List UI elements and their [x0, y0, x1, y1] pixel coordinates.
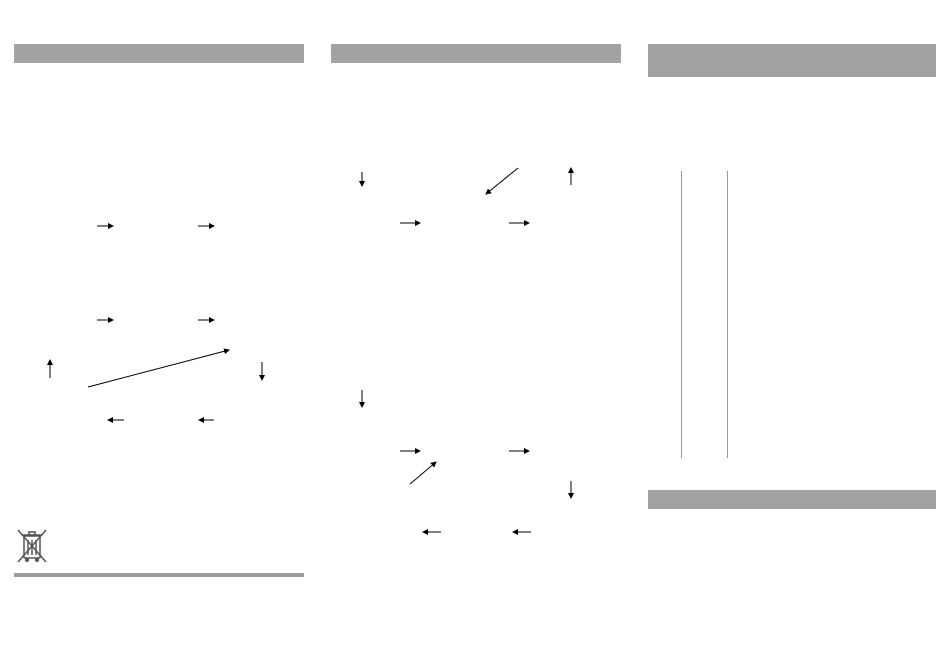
table-divider-1: [681, 171, 682, 458]
table-divider-2: [727, 171, 728, 458]
crossed-out-bin-icon: [15, 527, 49, 565]
